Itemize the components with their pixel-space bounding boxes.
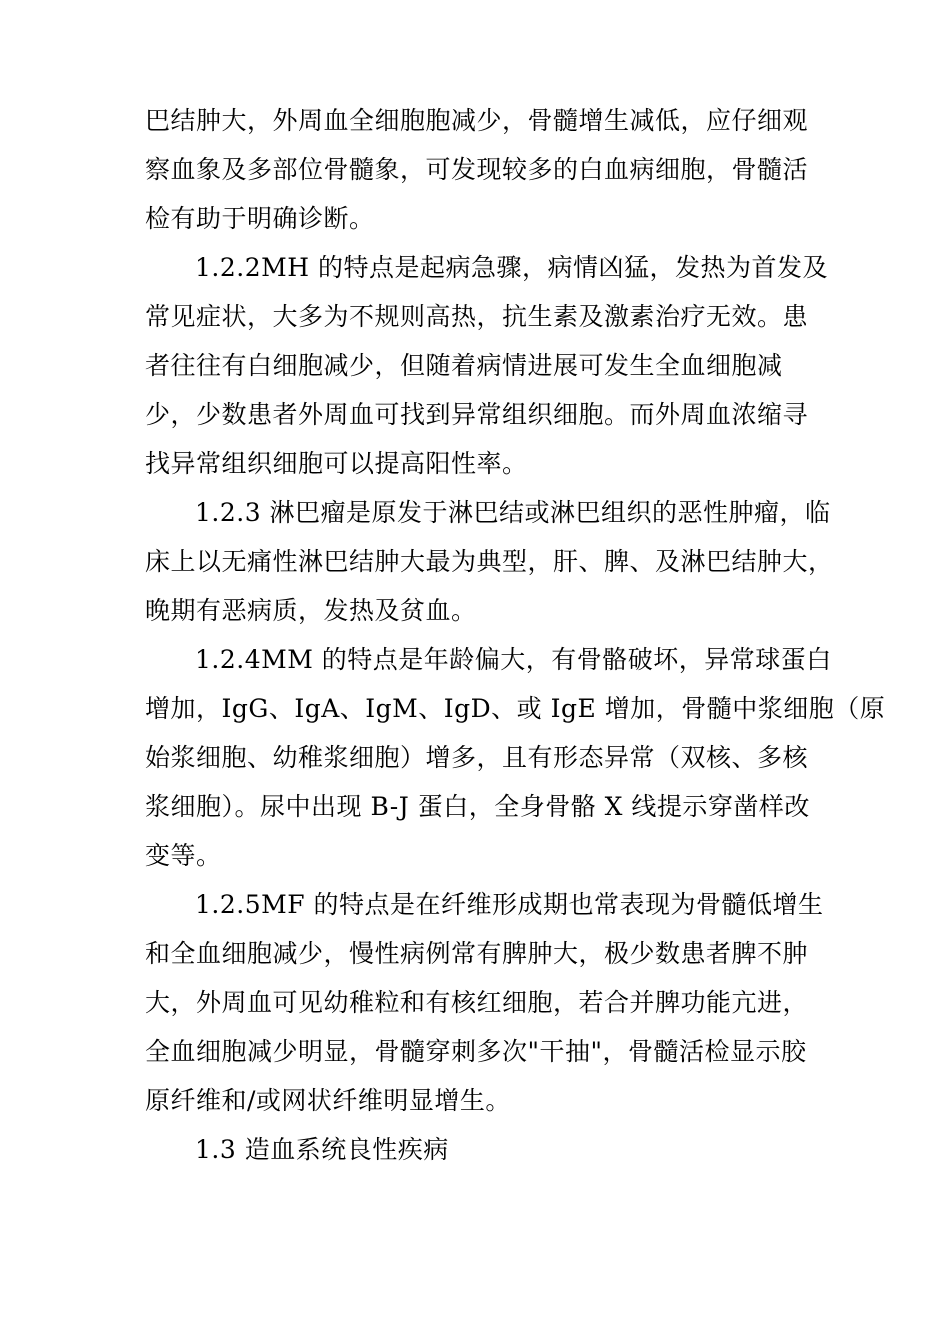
text-line: 常见症状，大多为不规则高热，抗生素及激素治疗无效。患 [145, 302, 809, 331]
section-heading [145, 1125, 810, 1174]
paragraph-mh [145, 243, 828, 488]
text-line: 晚期有恶病质，发热及贫血。 [145, 596, 477, 625]
text-line: 床上以无痛性淋巴结肿大最为典型，肝、脾、及淋巴结肿大， [145, 547, 834, 576]
document-page [145, 96, 886, 1174]
paragraph-continuation [145, 96, 810, 243]
text-line: 变等。 [145, 841, 222, 870]
text-line: 和全血细胞减少，慢性病例常有脾肿大，极少数患者脾不肿 [145, 939, 809, 968]
text-line: 巴结肿大，外周血全细胞胞减少，骨髓增生减低，应仔细观 [145, 106, 809, 135]
text-line: 全血细胞减少明显，骨髓穿刺多次"干抽"，骨髓活检显示胶 [145, 1037, 807, 1066]
text-line: 少，少数患者外周血可找到异常组织细胞。而外周血浓缩寻 [145, 400, 809, 429]
paragraph-mf [145, 880, 824, 1125]
paragraph-lymphoma [145, 488, 834, 635]
heading-line: 1.3 造血系统良性疾病 [195, 1135, 449, 1164]
text-line: 找异常组织细胞可以提高阳性率。 [145, 449, 528, 478]
text-line: 检有助于明确诊断。 [145, 204, 375, 233]
text-line: 1.2.2MH 的特点是起病急骤，病情凶猛，发热为首发及 [195, 253, 828, 282]
text-line: 大，外周血可见幼稚粒和有核红细胞，若合并脾功能亢进， [145, 988, 809, 1017]
text-line: 察血象及多部位骨髓象，可发现较多的白血病细胞，骨髓活 [145, 155, 809, 184]
text-line: 1.2.5MF 的特点是在纤维形成期也常表现为骨髓低增生 [195, 890, 824, 919]
paragraph-mm [145, 635, 886, 880]
text-line: 原纤维和/或网状纤维明显增生。 [145, 1086, 511, 1115]
text-line: 1.2.3 淋巴瘤是原发于淋巴结或淋巴组织的恶性肿瘤，临 [195, 498, 831, 527]
text-line: 1.2.4MM 的特点是年龄偏大，有骨骼破坏，异常球蛋白 [195, 645, 832, 674]
text-line: 增加，IgG、IgA、IgM、IgD、或 IgE 增加，骨髓中浆细胞（原 [145, 694, 886, 723]
text-line: 始浆细胞、幼稚浆细胞）增多，且有形态异常（双核、多核 [145, 743, 809, 772]
text-line: 者往往有白细胞减少，但随着病情进展可发生全血细胞减 [145, 351, 783, 380]
text-line: 浆细胞）。尿中出现 B-J 蛋白，全身骨骼 X 线提示穿凿样改 [145, 792, 810, 821]
